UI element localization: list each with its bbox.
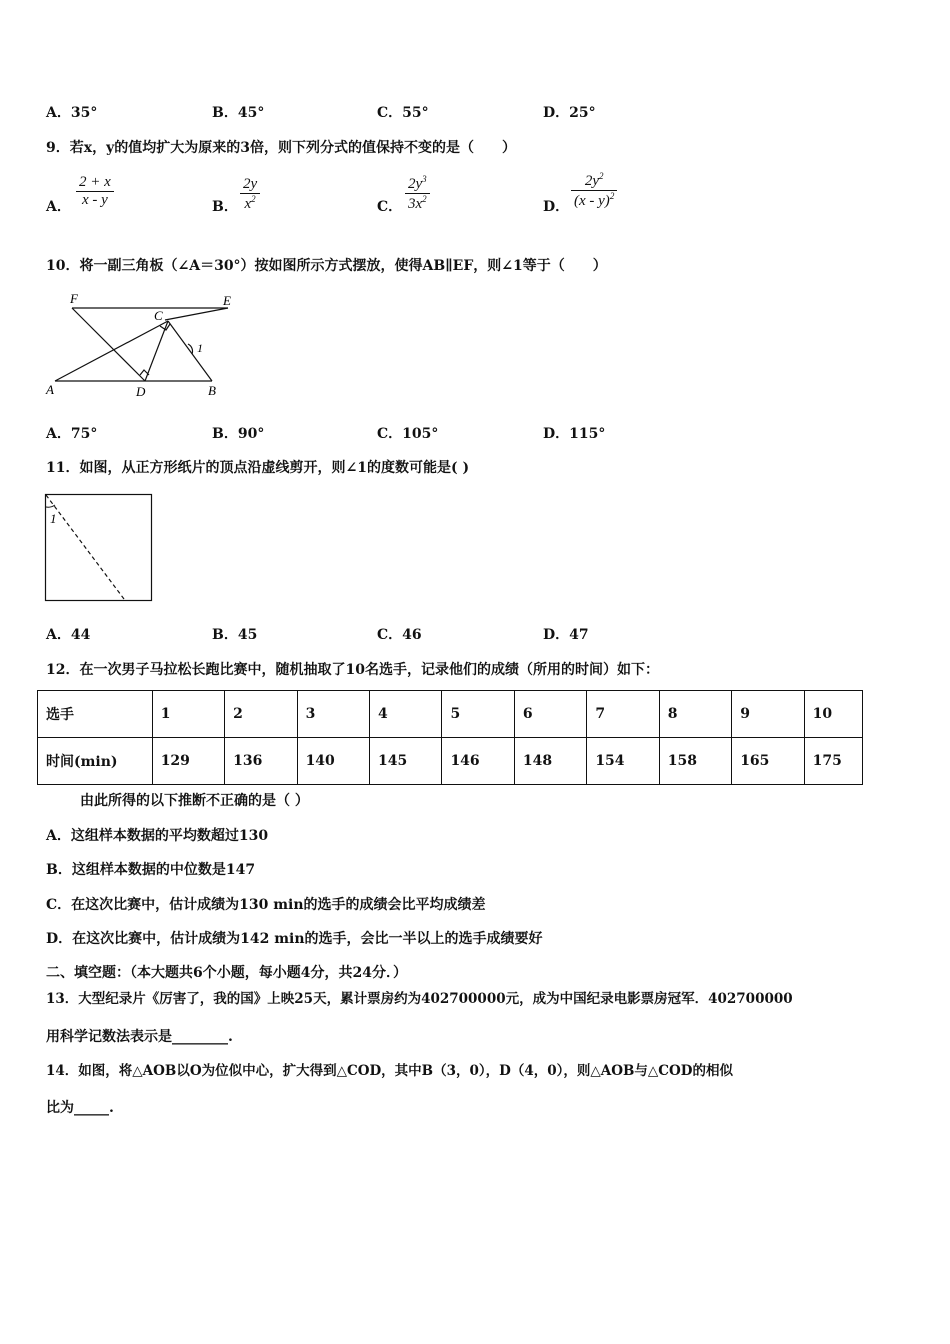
q10-stem: 10．将一副三角板（∠A＝30°）按如图所示方式摆放，使得AB∥EF，则∠1等于（ ） xyxy=(46,258,607,274)
table-cell: 8 xyxy=(659,691,731,738)
q14-line-1: 14．如图，将△AOB以O为位似中心，扩大得到△COD，其中B（3，0），D（4，0），则△AOB与△COD的相似 xyxy=(46,1063,733,1079)
label-d: D xyxy=(136,384,146,399)
line-ec xyxy=(165,308,228,320)
q8-option-b[interactable]: B．45° xyxy=(212,105,265,121)
fraction-denominator: $x^2$ xyxy=(240,193,260,213)
q9-option-d-letter[interactable]: D． xyxy=(543,199,570,215)
q11-option-a[interactable]: A．44 xyxy=(46,627,91,643)
q8-option-d[interactable]: D．25° xyxy=(543,105,596,121)
table-cell: 140 xyxy=(297,738,369,785)
q13-line-1: 13．大型纪录片《厉害了，我的国》上映25天，累计票房约为402700000元，成为中国纪录电影票房冠军．402700000 xyxy=(46,991,793,1007)
q9-option-d-fraction xyxy=(571,171,617,210)
label-c: C xyxy=(154,308,163,323)
q11-option-d[interactable]: D．47 xyxy=(543,627,589,643)
q9-stem: 9．若x，y的值均扩大为原来的3倍，则下列分式的值保持不变的是（ ） xyxy=(46,140,516,156)
q12-stem: 12．在一次男子马拉松长跑比赛中，随机抽取了10名选手，记录他们的成绩（所用的时间）如下： xyxy=(46,662,659,678)
fraction-numerator: $2y^2$ xyxy=(584,171,604,189)
table-cell: 4 xyxy=(370,691,442,738)
q11-stem: 11．如图，从正方形纸片的顶点沿虚线剪开，则∠1的度数可能是( ) xyxy=(46,460,470,476)
table-cell: 158 xyxy=(659,738,731,785)
q12-option-a[interactable]: A．这组样本数据的平均数超过130 xyxy=(46,828,269,844)
label-angle-1: 1 xyxy=(197,341,203,355)
q9-option-b-fraction xyxy=(240,176,260,213)
table-cell: 154 xyxy=(587,738,659,785)
fraction-numerator: 2 + x xyxy=(79,174,111,190)
fraction-numerator: 2y xyxy=(243,176,258,192)
table-cell: 1 xyxy=(152,691,224,738)
table-row xyxy=(38,691,863,738)
cut-dashed-line xyxy=(46,495,124,599)
table-cell: 3 xyxy=(297,691,369,738)
table-cell: 9 xyxy=(732,691,804,738)
table-cell: 10 xyxy=(804,691,862,738)
label-b: B xyxy=(208,383,216,398)
q10-option-d[interactable]: D．115° xyxy=(543,426,606,442)
label-angle-1: 1 xyxy=(50,511,57,526)
line-cb xyxy=(168,321,212,381)
table-cell: 6 xyxy=(514,691,586,738)
fraction-denominator: (x - y)$^2$ xyxy=(571,190,617,210)
table-cell: 2 xyxy=(225,691,297,738)
table-cell: 129 xyxy=(152,738,224,785)
table-cell: 148 xyxy=(514,738,586,785)
table-header-player: 选手 xyxy=(38,691,153,738)
fraction-numerator: $2y^3$ xyxy=(408,174,427,192)
table-cell: 165 xyxy=(732,738,804,785)
table-header-time: 时间(min) xyxy=(38,738,153,785)
q9-option-a-letter[interactable]: A． xyxy=(46,199,71,215)
table-cell: 5 xyxy=(442,691,514,738)
line-fd xyxy=(72,308,145,381)
table-cell: 175 xyxy=(804,738,862,785)
table-cell: 7 xyxy=(587,691,659,738)
section-2-heading: 二、填空题：（本大题共6个小题，每小题4分，共24分．） xyxy=(46,965,407,981)
angle-1-arc xyxy=(46,505,55,507)
q11-option-c[interactable]: C．46 xyxy=(377,627,422,643)
q11-figure xyxy=(44,493,156,605)
q12-option-c[interactable]: C．在这次比赛中，估计成绩为130 min的选手的成绩会比平均成绩差 xyxy=(46,897,486,913)
fraction-denominator: $3x^2$ xyxy=(405,193,430,213)
q8-option-a[interactable]: A．35° xyxy=(46,105,98,121)
line-dc xyxy=(145,321,168,381)
q9-option-c-letter[interactable]: C． xyxy=(377,199,403,215)
square-paper xyxy=(46,495,152,601)
table-cell: 136 xyxy=(225,738,297,785)
q10-option-b[interactable]: B．90° xyxy=(212,426,265,442)
q8-option-c[interactable]: C．55° xyxy=(377,105,429,121)
table-cell: 146 xyxy=(442,738,514,785)
q13-line-2: 用科学记数法表示是________. xyxy=(46,1029,233,1045)
q10-option-c[interactable]: C．105° xyxy=(377,426,439,442)
q12-option-b[interactable]: B．这组样本数据的中位数是147 xyxy=(46,862,256,878)
q14-line-2: 比为_____. xyxy=(46,1100,114,1116)
q12-sub-stem: 由此所得的以下推断不正确的是（ ） xyxy=(80,793,309,809)
q10-option-a[interactable]: A．75° xyxy=(46,426,98,442)
table-row xyxy=(38,738,863,785)
label-e: E xyxy=(223,293,231,308)
q9-option-b-letter[interactable]: B． xyxy=(212,199,238,215)
q12-data-table xyxy=(37,690,863,785)
q11-option-b[interactable]: B．45 xyxy=(212,627,258,643)
fraction-denominator: x - y xyxy=(76,191,114,209)
q9-option-a-fraction xyxy=(76,174,114,209)
label-a: A xyxy=(46,382,54,397)
table-cell: 145 xyxy=(370,738,442,785)
label-f: F xyxy=(70,291,78,306)
q12-option-d[interactable]: D．在这次比赛中，估计成绩为142 min的选手，会比一半以上的选手成绩要好 xyxy=(46,931,543,947)
line-ac xyxy=(55,321,168,381)
q10-figure xyxy=(40,288,250,403)
q9-option-c-fraction xyxy=(405,174,430,213)
